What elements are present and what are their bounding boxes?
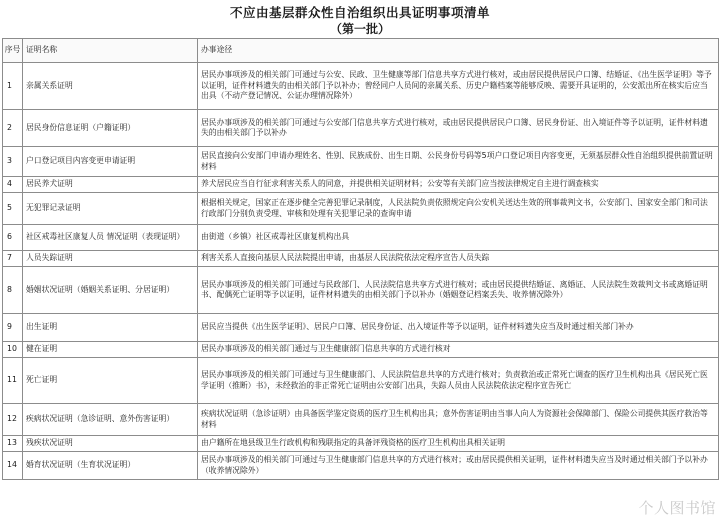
row-certificate-name: 居民养犬证明 bbox=[23, 177, 198, 193]
row-procedure: 居民办事项涉及的相关部门可通过与卫生健康部门信息共享的方式进行核对；或由居民提供相关证明，证件材料遗失应当及时通过相关部门予以补办（收养情况除外） bbox=[198, 452, 719, 480]
header-number: 序号 bbox=[3, 39, 23, 63]
document-subtitle: （第一批） bbox=[329, 22, 390, 36]
row-certificate-name: 婚姻状况证明（婚姻关系证明、分居证明） bbox=[23, 267, 198, 314]
row-procedure: 居民应当提供《出生医学证明》、居民户口簿、居民身份证、出入境证件等予以证明，证件材料遗失应当及时通过相关部门补办 bbox=[198, 314, 719, 342]
table-row bbox=[3, 358, 719, 404]
row-number: 11 bbox=[3, 358, 23, 404]
row-procedure: 疾病状况证明（急诊证明）由具备医学鉴定资质的医疗卫生机构出具；意外伤害证明由当事人向人为资源社会保障部门、保险公司提供其医疗救治等材料 bbox=[198, 404, 719, 436]
row-number: 13 bbox=[3, 436, 23, 452]
row-certificate-name: 健在证明 bbox=[23, 342, 198, 358]
row-procedure: 居民办事项涉及的相关部门可通过与公安、民政、卫生健康等部门信息共享方式进行核对，或由居民提供居民户口簿、结婚证、《出生医学证明》等予以证明，证件材料遗失的由相关部门予以补办；曾经同户人员间的亲属关系、历史户籍档案等能够反映、需要开具证明的，公安派出所在核实后应当出具（不动产登记情况、公证办理情况除外） bbox=[198, 63, 719, 110]
table-row bbox=[3, 267, 719, 314]
row-certificate-name: 无犯罪记录证明 bbox=[23, 193, 198, 225]
row-certificate-name: 居民身份信息证明（户籍证明） bbox=[23, 110, 198, 147]
row-number: 10 bbox=[3, 342, 23, 358]
row-number: 1 bbox=[3, 63, 23, 110]
row-procedure: 由户籍所在地县级卫生行政机构和残联指定的具备评残资格的医疗卫生机构出具相关证明 bbox=[198, 436, 719, 452]
row-procedure: 根据相关规定，国家正在逐步健全完善犯罪记录制度，人民法院负责依照规定向公安机关送达生效的刑事裁判文书，公安部门、国家安全部门和司法行政部门分别负责受理、审核和处理有关犯罪记录的查询申请 bbox=[198, 193, 719, 225]
row-number: 6 bbox=[3, 225, 23, 251]
row-number: 9 bbox=[3, 314, 23, 342]
row-number: 12 bbox=[3, 404, 23, 436]
certificate-list-table bbox=[2, 38, 719, 480]
row-certificate-name: 残疾状况证明 bbox=[23, 436, 198, 452]
row-number: 4 bbox=[3, 177, 23, 193]
row-procedure: 居民办事项涉及的相关部门通过与卫生健康部门信息共享的方式进行核对 bbox=[198, 342, 719, 358]
row-certificate-name: 人员失踪证明 bbox=[23, 251, 198, 267]
table-row bbox=[3, 436, 719, 452]
row-procedure: 由街道（乡镇）社区戒毒社区康复机构出具 bbox=[198, 225, 719, 251]
header-certificate-name: 证明名称 bbox=[23, 39, 198, 63]
table-row bbox=[3, 404, 719, 436]
row-number: 2 bbox=[3, 110, 23, 147]
table-row bbox=[3, 225, 719, 251]
table-row bbox=[3, 63, 719, 110]
row-procedure: 利害关系人直接向基层人民法院提出申请，由基层人民法院依法定程序宣告人员失踪 bbox=[198, 251, 719, 267]
row-certificate-name: 户口登记项目内容变更申请证明 bbox=[23, 147, 198, 177]
row-number: 3 bbox=[3, 147, 23, 177]
document-title: 不应由基层群众性自治组织出具证明事项清单 bbox=[229, 5, 490, 20]
table-row bbox=[3, 177, 719, 193]
table-row bbox=[3, 147, 719, 177]
row-procedure: 居民办事项涉及的相关部门可通过与民政部门、人民法院信息共享方式进行核对；或由居民提供结婚证、离婚证、人民法院生效裁判文书或离婚证明书、配偶死亡证明等予以证明，证件材料遗失的由相关部门予以补办（婚姻登记档案丢失、收养情况除外） bbox=[198, 267, 719, 314]
row-procedure: 居民办事项涉及的相关部门可通过与卫生健康部门、人民法院信息共享的方式进行核对；负责救治或正常死亡调查的医疗卫生机构出具《居民死亡医学证明（推断）书》，未经救治的非正常死亡证明由公安部门出具，失踪人员由人民法院依法定程序宣告死亡 bbox=[198, 358, 719, 404]
row-procedure: 居民直接向公安部门申请办理姓名、性别、民族成份、出生日期、公民身份号码等5项户口登记项目内容变更，无须基层群众性自治组织提供前置证明材料 bbox=[198, 147, 719, 177]
row-certificate-name: 婚育状况证明（生育状况证明） bbox=[23, 452, 198, 480]
row-number: 8 bbox=[3, 267, 23, 314]
row-certificate-name: 疾病状况证明（急诊证明、意外伤害证明） bbox=[23, 404, 198, 436]
table-row bbox=[3, 110, 719, 147]
header-procedure: 办事途径 bbox=[198, 39, 719, 63]
table-row bbox=[3, 314, 719, 342]
watermark: 个人图书馆 bbox=[638, 499, 716, 517]
table-row bbox=[3, 342, 719, 358]
row-certificate-name: 社区戒毒社区康复人员 情况证明（表现证明） bbox=[23, 225, 198, 251]
row-procedure: 养犬居民应当自行征求利害关系人的同意，并提供相关证明材料；公安等有关部门应当按法律规定自主进行调查核实 bbox=[198, 177, 719, 193]
row-certificate-name: 死亡证明 bbox=[23, 358, 198, 404]
table-row bbox=[3, 452, 719, 480]
row-number: 7 bbox=[3, 251, 23, 267]
table-row bbox=[3, 251, 719, 267]
row-procedure: 居民办事项涉及的相关部门可通过与公安部门信息共享方式进行核对，或由居民提供居民户口簿、居民身份证、出入境证件等予以证明，证件材料遗失的由相关部门予以补办 bbox=[198, 110, 719, 147]
row-certificate-name: 亲属关系证明 bbox=[23, 63, 198, 110]
table-row bbox=[3, 193, 719, 225]
row-number: 14 bbox=[3, 452, 23, 480]
row-number: 5 bbox=[3, 193, 23, 225]
row-certificate-name: 出生证明 bbox=[23, 314, 198, 342]
